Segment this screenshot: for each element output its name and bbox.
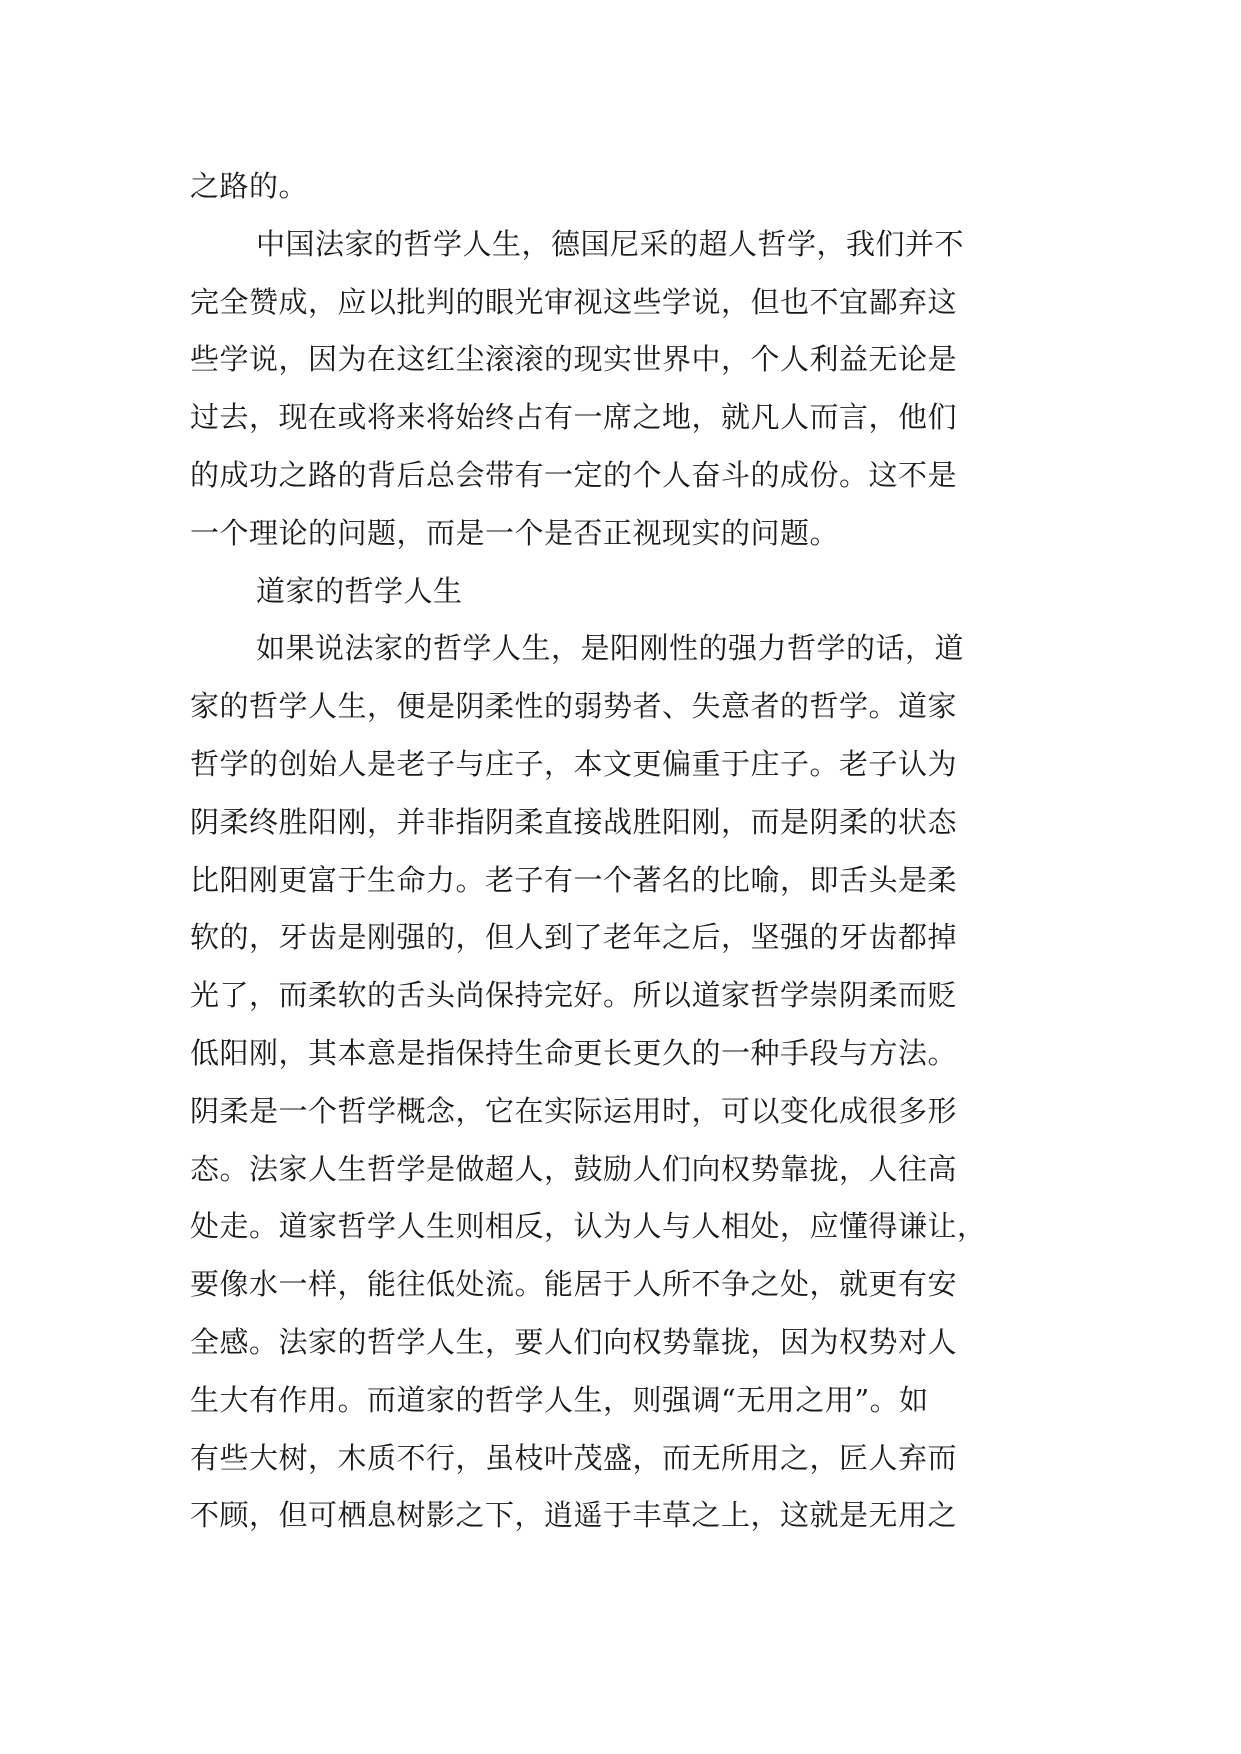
- text-line: 的成功之路的背后总会带有一定的个人奋斗的成份。这不是: [190, 457, 958, 492]
- text-line: 一个理论的问题，而是一个是否正视现实的问题。: [190, 515, 840, 550]
- paragraph-start-line: 如果说法家的哲学人生，是阳刚性的强力哲学的话，道: [256, 631, 965, 666]
- text-line: 光了，而柔软的舌头尚保持完好。所以道家哲学崇阴柔而贬: [190, 978, 958, 1013]
- text-line: 态。法家人生哲学是做超人，鼓励人们向权势靠拢，人往高: [190, 1151, 958, 1186]
- text-line: 处走。道家哲学人生则相反，认为人与人相处，应懂得谦让，: [190, 1209, 987, 1244]
- text-line: 软的，牙齿是刚强的，但人到了老年之后，坚强的牙齿都掉: [190, 920, 958, 955]
- text-line: 比阳刚更富于生命力。老子有一个著名的比喻，即舌头是柔: [190, 862, 958, 897]
- text-line: 过去，现在或将来将始终占有一席之地，就凡人而言，他们: [190, 400, 958, 435]
- text-line: 阴柔终胜阳刚，并非指阴柔直接战胜阳刚，而是阴柔的状态: [190, 804, 958, 839]
- text-line: 些学说，因为在这红尘滚滚的现实世界中，个人利益无论是: [190, 342, 958, 377]
- text-line: 要像水一样，能往低处流。能居于人所不争之处，就更有安: [190, 1267, 958, 1302]
- text-line: 完全赞成，应以批判的眼光审视这些学说，但也不宜鄙弃这: [190, 284, 958, 319]
- text-line: 生大有作用。而道家的哲学人生，则强调“无用之用”。如: [190, 1382, 929, 1417]
- body-text: [190, 158, 1070, 1545]
- section-heading: 道家的哲学人生: [256, 573, 463, 608]
- text-line: 家的哲学人生，便是阴柔性的弱势者、失意者的哲学。道家: [190, 689, 958, 724]
- text-line: 不顾，但可栖息树影之下，逍遥于丰草之上，这就是无用之: [190, 1498, 958, 1533]
- text-line: 阴柔是一个哲学概念，它在实际运用时，可以变化成很多形: [190, 1093, 958, 1128]
- text-line: 有些大树，木质不行，虽枝叶茂盛，而无所用之，匠人弃而: [190, 1440, 958, 1475]
- text-line: 全感。法家的哲学人生，要人们向权势靠拢，因为权势对人: [190, 1324, 958, 1359]
- text-line: 哲学的创始人是老子与庄子，本文更偏重于庄子。老子认为: [190, 746, 958, 781]
- text-line: 之路的。: [190, 169, 309, 203]
- paragraph-start-line: 中国法家的哲学人生，德国尼采的超人哲学，我们并不: [256, 226, 965, 261]
- text-line: 低阳刚，其本意是指保持生命更长更久的一种手段与方法。: [190, 1035, 958, 1070]
